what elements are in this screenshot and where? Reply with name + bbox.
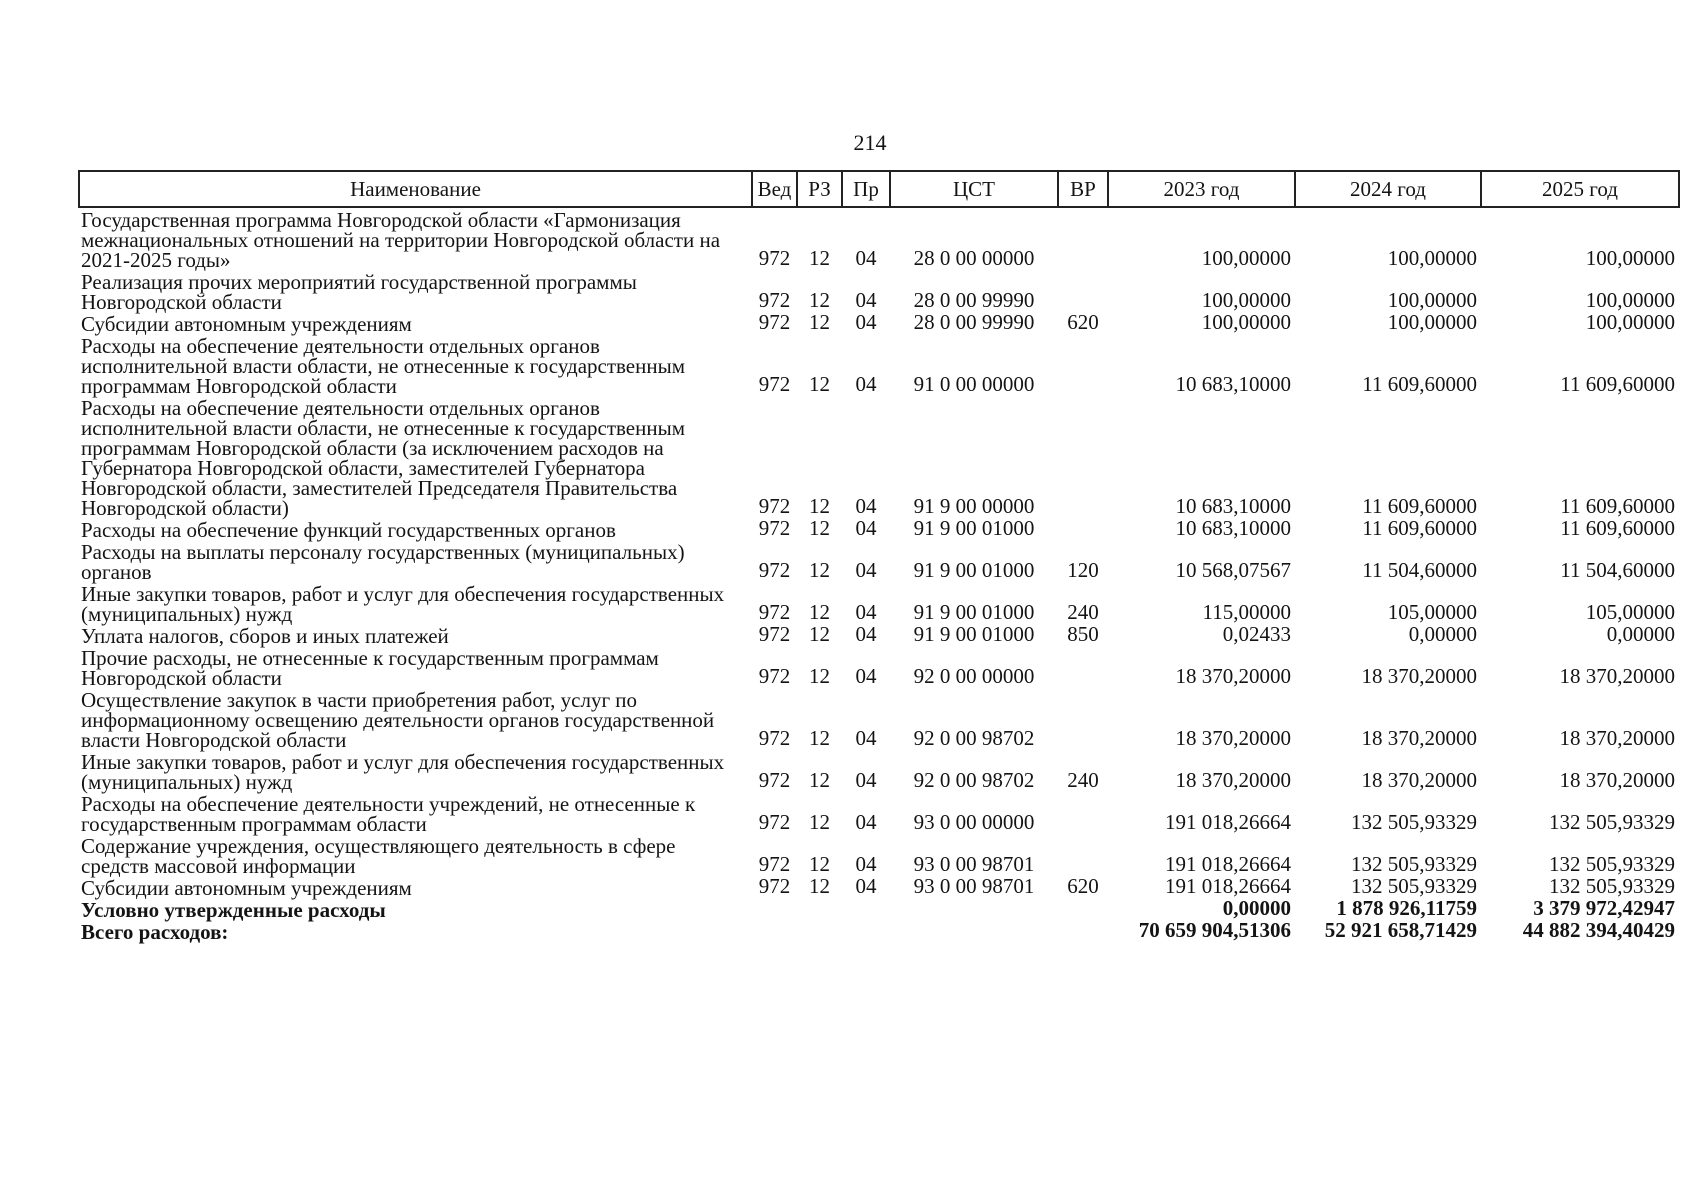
row-rz: 12 xyxy=(809,494,830,518)
row-2023: 18 370,20000 xyxy=(1175,768,1291,792)
row-name: Расходы на обеспечение деятельности отдельных органов исполнительной власти области, не отнесенные к государственным программам Новгородской области (за исключением расходов на Губернатора Новгородской области, заместителей Губернатора Новгородской области, заместителей Председателя Правительства Новгородской области) xyxy=(81,396,686,520)
row-cst: 91 0 00 00000 xyxy=(913,372,1035,396)
conditional-expenses-row xyxy=(79,898,1679,920)
row-2023: 18 370,20000 xyxy=(1175,664,1291,688)
row-2024: 18 370,20000 xyxy=(1361,726,1477,750)
table-row xyxy=(79,540,1679,582)
row-name: Иные закупки товаров, работ и услуг для обеспечения государственных (муниципальных) нужд xyxy=(81,750,725,794)
row-cst: 92 0 00 98702 xyxy=(913,726,1035,750)
row-vr: 620 xyxy=(1067,874,1099,898)
row-rz: 12 xyxy=(809,600,830,624)
row-ved: 972 xyxy=(758,622,791,646)
row-2023: 0,02433 xyxy=(1222,622,1291,646)
row-name: Расходы на обеспечение функций государственных органов xyxy=(81,518,616,542)
row-vr xyxy=(1058,270,1108,312)
row-2025: 132 505,93329 xyxy=(1549,852,1675,876)
row-pr xyxy=(842,898,890,920)
row-pr: 04 xyxy=(855,246,877,270)
row-2023: 191 018,26664 xyxy=(1165,852,1291,876)
row-2023: 115,00000 xyxy=(1202,600,1291,624)
row-cst: 91 9 00 01000 xyxy=(913,600,1035,624)
row-2023: 100,00000 xyxy=(1201,288,1291,312)
row-rz: 12 xyxy=(809,372,830,396)
row-ved: 972 xyxy=(758,600,791,624)
row-pr: 04 xyxy=(855,726,877,750)
row-2023: 0,00000 xyxy=(1222,896,1291,920)
row-2024: 100,00000 xyxy=(1387,246,1477,270)
row-cst: 91 9 00 01000 xyxy=(913,516,1035,540)
table-row xyxy=(79,582,1679,624)
row-cst: 28 0 00 99990 xyxy=(913,288,1035,312)
row-2025: 11 609,60000 xyxy=(1560,372,1675,396)
row-cst: 91 9 00 01000 xyxy=(913,558,1035,582)
page-number: 214 xyxy=(853,130,887,155)
row-2025: 132 505,93329 xyxy=(1549,810,1675,834)
table-row xyxy=(79,876,1679,898)
row-2024: 18 370,20000 xyxy=(1361,664,1477,688)
row-2025: 3 379 972,42947 xyxy=(1533,896,1675,920)
row-pr: 04 xyxy=(855,852,877,876)
row-cst: 93 0 00 98701 xyxy=(913,874,1035,898)
row-2025: 11 609,60000 xyxy=(1560,516,1675,540)
row-ved: 972 xyxy=(758,494,791,518)
row-cst: 92 0 00 00000 xyxy=(913,664,1035,688)
row-cst xyxy=(890,898,1058,920)
header-rz: РЗ xyxy=(797,171,842,207)
row-pr: 04 xyxy=(855,310,877,334)
row-vr: 850 xyxy=(1067,622,1099,646)
row-pr: 04 xyxy=(855,810,877,834)
row-2024: 100,00000 xyxy=(1387,288,1477,312)
row-pr: 04 xyxy=(855,516,877,540)
expenses-table xyxy=(78,170,1680,942)
row-2023: 10 568,07567 xyxy=(1175,558,1291,582)
header-2024: 2024 год xyxy=(1295,171,1481,207)
row-rz xyxy=(797,898,842,920)
row-2025: 132 505,93329 xyxy=(1549,874,1675,898)
row-pr: 04 xyxy=(855,372,877,396)
row-vr xyxy=(1058,334,1108,396)
row-pr: 04 xyxy=(855,288,877,312)
row-2023: 100,00000 xyxy=(1201,246,1291,270)
row-ved xyxy=(752,920,797,942)
row-ved: 972 xyxy=(758,288,791,312)
table-row xyxy=(79,624,1679,646)
row-pr xyxy=(842,920,890,942)
table-row xyxy=(79,207,1679,270)
row-2025: 44 882 394,40429 xyxy=(1522,918,1675,942)
row-2025: 105,00000 xyxy=(1585,600,1675,624)
table-row xyxy=(79,834,1679,876)
row-vr xyxy=(1058,646,1108,688)
row-rz: 12 xyxy=(809,810,830,834)
row-vr xyxy=(1058,688,1108,750)
row-2024: 132 505,93329 xyxy=(1351,852,1477,876)
row-2024: 18 370,20000 xyxy=(1361,768,1477,792)
row-rz: 12 xyxy=(809,622,830,646)
row-vr: 240 xyxy=(1067,600,1099,624)
row-2024: 11 504,60000 xyxy=(1362,558,1477,582)
row-pr: 04 xyxy=(855,600,877,624)
row-2023: 70 659 904,51306 xyxy=(1138,918,1291,942)
row-rz: 12 xyxy=(809,516,830,540)
row-2024: 132 505,93329 xyxy=(1351,874,1477,898)
row-2024: 52 921 658,71429 xyxy=(1324,918,1477,942)
row-2024: 11 609,60000 xyxy=(1362,372,1477,396)
row-cst: 93 0 00 98701 xyxy=(913,852,1035,876)
row-2025: 11 609,60000 xyxy=(1560,494,1675,518)
table-header-row xyxy=(79,171,1679,207)
row-ved xyxy=(752,898,797,920)
header-2023: 2023 год xyxy=(1108,171,1295,207)
row-cst: 92 0 00 98702 xyxy=(913,768,1035,792)
row-name: Осуществление закупок в части приобретения работ, услуг по информационному освещению деятельности органов государственной власти Новгородской области xyxy=(81,688,715,752)
table-row xyxy=(79,270,1679,312)
row-2024: 132 505,93329 xyxy=(1351,810,1477,834)
row-vr xyxy=(1058,834,1108,876)
table-row xyxy=(79,334,1679,396)
row-rz: 12 xyxy=(809,310,830,334)
row-2023: 10 683,10000 xyxy=(1175,516,1291,540)
row-name: Условно утвержденные расходы xyxy=(81,898,386,922)
header-vr: ВР xyxy=(1058,171,1108,207)
row-ved: 972 xyxy=(758,810,791,834)
row-name: Содержание учреждения, осуществляющего деятельность в сфере средств массовой информации xyxy=(81,834,676,878)
row-rz xyxy=(797,920,842,942)
row-name: Иные закупки товаров, работ и услуг для обеспечения государственных (муниципальных) нужд xyxy=(81,582,725,626)
row-ved: 972 xyxy=(758,246,791,270)
row-2024: 0,00000 xyxy=(1408,622,1477,646)
row-name: Уплата налогов, сборов и иных платежей xyxy=(81,624,449,648)
row-vr: 120 xyxy=(1067,558,1099,582)
row-name: Всего расходов: xyxy=(81,920,229,944)
table-body xyxy=(79,207,1679,942)
row-2025: 18 370,20000 xyxy=(1559,768,1675,792)
row-cst: 28 0 00 00000 xyxy=(913,246,1035,270)
table-row xyxy=(79,312,1679,334)
row-name: Прочие расходы, не отнесенные к государственным программам Новгородской области xyxy=(81,646,659,690)
header-ved: Вед xyxy=(752,171,797,207)
table-row xyxy=(79,688,1679,750)
table-row xyxy=(79,646,1679,688)
row-2023: 10 683,10000 xyxy=(1175,372,1291,396)
row-2023: 191 018,26664 xyxy=(1165,874,1291,898)
row-vr xyxy=(1058,518,1108,540)
header-name: Наименование xyxy=(79,171,752,207)
row-2025: 18 370,20000 xyxy=(1559,664,1675,688)
row-cst: 93 0 00 00000 xyxy=(913,810,1035,834)
row-vr xyxy=(1058,396,1108,518)
row-2023: 100,00000 xyxy=(1201,310,1291,334)
row-ved: 972 xyxy=(758,768,791,792)
table-row xyxy=(79,792,1679,834)
row-ved: 972 xyxy=(758,664,791,688)
row-ved: 972 xyxy=(758,372,791,396)
row-pr: 04 xyxy=(855,768,877,792)
row-pr: 04 xyxy=(855,874,877,898)
row-name: Субсидии автономным учреждениям xyxy=(81,312,412,336)
row-2025: 18 370,20000 xyxy=(1559,726,1675,750)
row-2023: 191 018,26664 xyxy=(1165,810,1291,834)
total-expenses-row xyxy=(79,920,1679,942)
row-2025: 11 504,60000 xyxy=(1560,558,1675,582)
row-ved: 972 xyxy=(758,558,791,582)
row-cst: 28 0 00 99990 xyxy=(913,310,1035,334)
row-cst xyxy=(890,920,1058,942)
row-vr: 240 xyxy=(1067,768,1099,792)
header-cst: ЦСТ xyxy=(890,171,1058,207)
row-rz: 12 xyxy=(809,768,830,792)
row-2024: 1 878 926,11759 xyxy=(1336,896,1477,920)
row-rz: 12 xyxy=(809,558,830,582)
row-pr: 04 xyxy=(855,622,877,646)
row-2024: 100,00000 xyxy=(1387,310,1477,334)
row-vr xyxy=(1058,920,1108,942)
row-name: Государственная программа Новгородской области «Гармонизация межнациональных отношений на территории Новгородской области на 2021-2025 годы» xyxy=(81,208,721,272)
row-name: Реализация прочих мероприятий государственной программы Новгородской области xyxy=(81,270,637,314)
row-rz: 12 xyxy=(809,852,830,876)
row-2024: 11 609,60000 xyxy=(1362,516,1477,540)
row-pr: 04 xyxy=(855,558,877,582)
row-2025: 100,00000 xyxy=(1585,246,1675,270)
row-2025: 100,00000 xyxy=(1585,310,1675,334)
row-pr: 04 xyxy=(855,664,877,688)
row-2024: 105,00000 xyxy=(1387,600,1477,624)
row-rz: 12 xyxy=(809,288,830,312)
row-name: Расходы на обеспечение деятельности учреждений, не отнесенные к государственным программам области xyxy=(81,792,696,836)
row-ved: 972 xyxy=(758,852,791,876)
row-rz: 12 xyxy=(809,246,830,270)
row-ved: 972 xyxy=(758,516,791,540)
row-vr xyxy=(1058,898,1108,920)
row-ved: 972 xyxy=(758,726,791,750)
row-rz: 12 xyxy=(809,726,830,750)
table-row xyxy=(79,518,1679,540)
row-vr xyxy=(1058,792,1108,834)
row-ved: 972 xyxy=(758,874,791,898)
row-rz: 12 xyxy=(809,664,830,688)
row-ved: 972 xyxy=(758,310,791,334)
table-row xyxy=(79,750,1679,792)
row-2025: 0,00000 xyxy=(1606,622,1675,646)
row-pr: 04 xyxy=(855,494,877,518)
header-pr: Пр xyxy=(842,171,890,207)
row-rz: 12 xyxy=(809,874,830,898)
header-2025: 2025 год xyxy=(1481,171,1679,207)
row-name: Субсидии автономным учреждениям xyxy=(81,876,412,900)
row-2024: 11 609,60000 xyxy=(1362,494,1477,518)
row-vr xyxy=(1058,207,1108,270)
row-cst: 91 9 00 01000 xyxy=(913,622,1035,646)
table-row xyxy=(79,396,1679,518)
row-vr: 620 xyxy=(1067,310,1099,334)
row-name: Расходы на обеспечение деятельности отдельных органов исполнительной власти области, не отнесенные к государственным программам Новгородской области xyxy=(81,334,686,398)
row-name: Расходы на выплаты персоналу государственных (муниципальных) органов xyxy=(81,540,685,584)
row-2025: 100,00000 xyxy=(1585,288,1675,312)
row-2023: 18 370,20000 xyxy=(1175,726,1291,750)
row-2023: 10 683,10000 xyxy=(1175,494,1291,518)
row-cst: 91 9 00 00000 xyxy=(913,494,1035,518)
